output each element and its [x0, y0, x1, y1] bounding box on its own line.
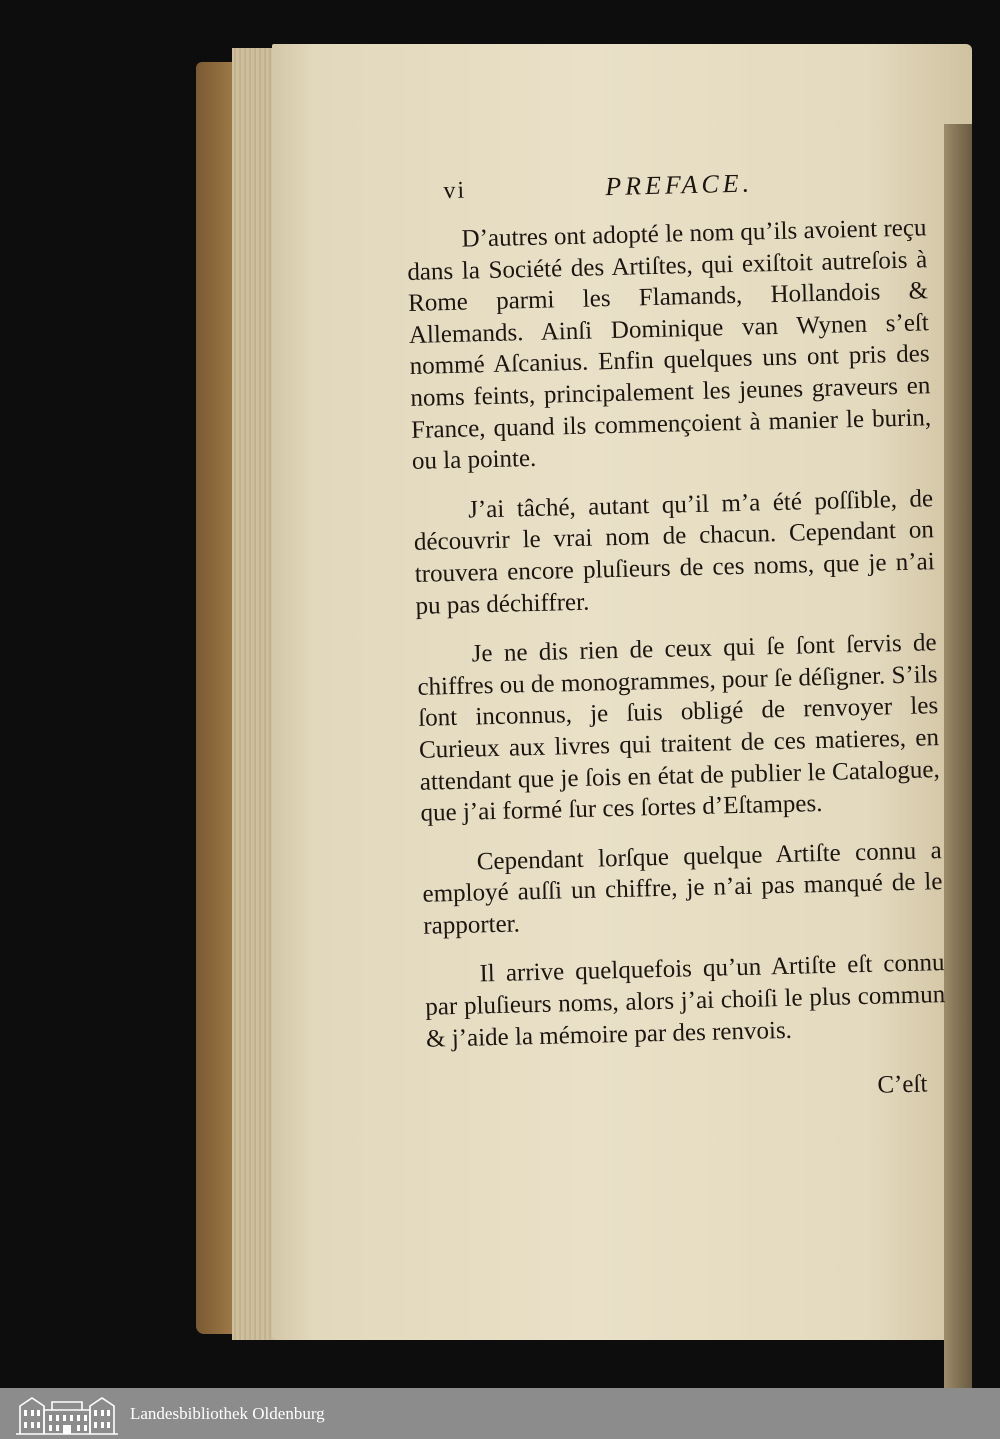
page-text [405, 162, 948, 1111]
paragraph: Cependant lorſque quelque Artiſte connu a employé auſſi un chiffre, je n’ai pas manqué de le rapporter. [422, 836, 943, 940]
running-title: PREFACE. [604, 168, 754, 202]
paragraph: J’ai tâché, autant qu’il m’a été poſſible, de découvrir le vrai nom de chacun. Cependant on trouvera encore pluſieurs de ces noms, que je n’ai pu pas déchiffrer. [413, 484, 935, 620]
page-number: vi [443, 177, 467, 205]
page-gutter [944, 124, 972, 1388]
library-name: Landesbibliothek Oldenburg [130, 1403, 325, 1423]
paragraph: D’autres ont adopté le nom qu’ils avoient reçu dans la Société des Artiſtes, qui exiſtoit autreſois à Rome parmi les Flamands, Hollandois & Allemands. Ainſi Dominique van Wynen s’eſt nommé Aſcanius. Enfin quelques uns ont pris des noms feints, principalement les jeunes graveurs en France, quand ils commençoient à manier le burin, ou la pointe. [407, 214, 932, 476]
library-building-icon [12, 1392, 122, 1436]
footer-bar [0, 1388, 1000, 1439]
paragraph: Je ne dis rien de ceux qui ſe ſont ſervis de chiffres ou de monogrammes, pour ſe déſigner. S’ils ſont inconnus, je ſuis obligé de renvoyer les Curieux aux livres qui traitent de ces matieres, en attendant que je ſois en état de publier le Catalogue, que j’ai formé ſur ces ſortes d’Eſtampes. [417, 629, 941, 827]
paragraph: Il arrive quelquefois qu’un Artiſte eſt connu par pluſieurs noms, alors j’ai choiſi le plus commun & j’aide la mémoire par des renvois. [425, 949, 946, 1053]
catchword: C’eſt [877, 1070, 928, 1099]
